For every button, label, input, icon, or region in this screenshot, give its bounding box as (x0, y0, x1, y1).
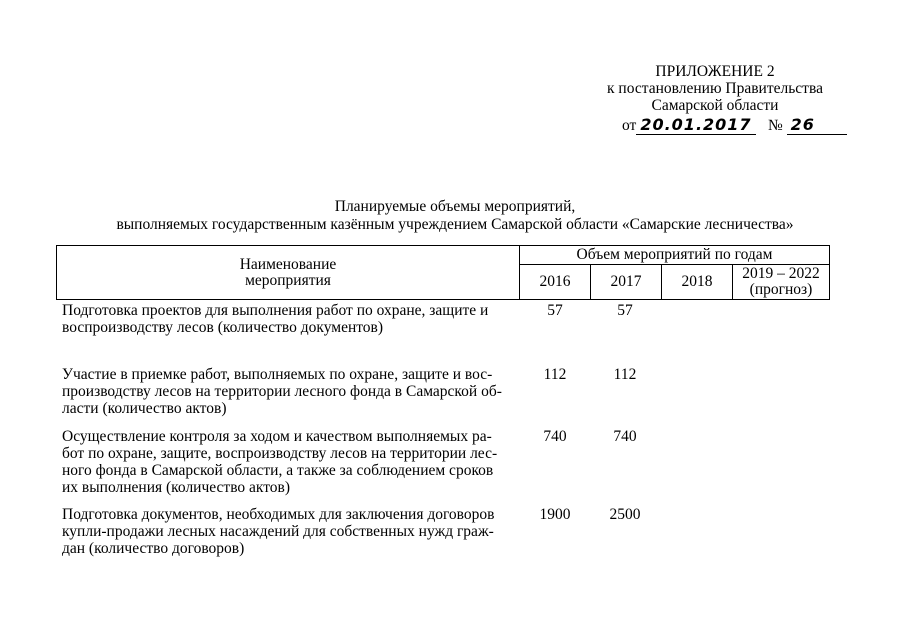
row-value-2016: 112 (543, 366, 567, 383)
row-text-line: бот по охране, защите, воспроизводству лесов на территории лес- (62, 445, 498, 462)
number-prefix: № (767, 117, 783, 134)
table-header (56, 245, 830, 300)
table-row (62, 302, 502, 336)
document-title (60, 198, 850, 234)
header-year-2017: 2017 (591, 265, 662, 300)
row-value-2017: 57 (617, 302, 633, 319)
row-text-line: Участие в приемке работ, выполняемых по охране, защите и вос- (62, 366, 493, 383)
table-row (62, 506, 502, 557)
row-value-2017: 740 (613, 428, 637, 445)
header-name-line-1: Наименование (239, 255, 337, 273)
title-line-1: Планируемые объемы мероприятий, (334, 198, 576, 215)
row-text-line: ласти (количество актов) (62, 400, 227, 417)
row-text-line: производству лесов на территории лесного фонда в Самарской об- (62, 383, 502, 400)
row-text-line: воспроизводству лесов (количество документов) (62, 319, 384, 336)
header-forecast-line-2: (прогноз) (749, 281, 813, 298)
header-forecast-line-1: 2019 – 2022 (742, 265, 820, 282)
date-prefix: от (622, 117, 637, 134)
handwritten-number: 26 (787, 116, 847, 135)
header-name-cell (57, 246, 520, 300)
table-row (62, 366, 502, 417)
row-text-line: Подготовка проектов для выполнения работ по охране, защите и (62, 302, 489, 319)
header-name-line-2: мероприятия (245, 271, 331, 289)
row-value-2016: 740 (543, 428, 567, 445)
header-year-2018: 2018 (662, 265, 733, 300)
row-value-2016: 57 (547, 302, 563, 319)
handwritten-date: 20.01.2017 (636, 116, 756, 135)
row-text-line: дан (количество договоров) (62, 540, 245, 557)
row-value-2017: 112 (613, 366, 637, 383)
header-year-forecast (733, 265, 830, 300)
row-text-line: Осуществление контроля за ходом и качеством выполняемых ра- (62, 428, 492, 445)
appendix-header (600, 63, 830, 114)
row-text-line: их выполнения (количество актов) (62, 479, 291, 496)
appendix-region: Самарской области (651, 97, 779, 114)
appendix-title: ПРИЛОЖЕНИЕ 2 (655, 63, 775, 80)
header-year-2016: 2016 (520, 265, 591, 300)
row-value-2017: 2500 (609, 506, 641, 523)
row-value-2016: 1900 (539, 506, 571, 523)
table-row (62, 428, 502, 496)
title-line-2: выполняемых государственным казённым учреждением Самарской области «Самарские лесничества» (116, 216, 794, 233)
row-text-line: купли-продажи лесных насаждений для собственных нужд граж- (62, 523, 494, 540)
row-text-line: Подготовка документов, необходимых для заключения договоров (62, 506, 495, 523)
appendix-resolution: к постановлению Правительства (607, 80, 823, 97)
header-group-cell: Объем мероприятий по годам (520, 246, 830, 265)
row-text-line: ного фонда в Самарской области, а также за соблюдением сроков (62, 462, 494, 479)
order-reference (622, 116, 847, 135)
